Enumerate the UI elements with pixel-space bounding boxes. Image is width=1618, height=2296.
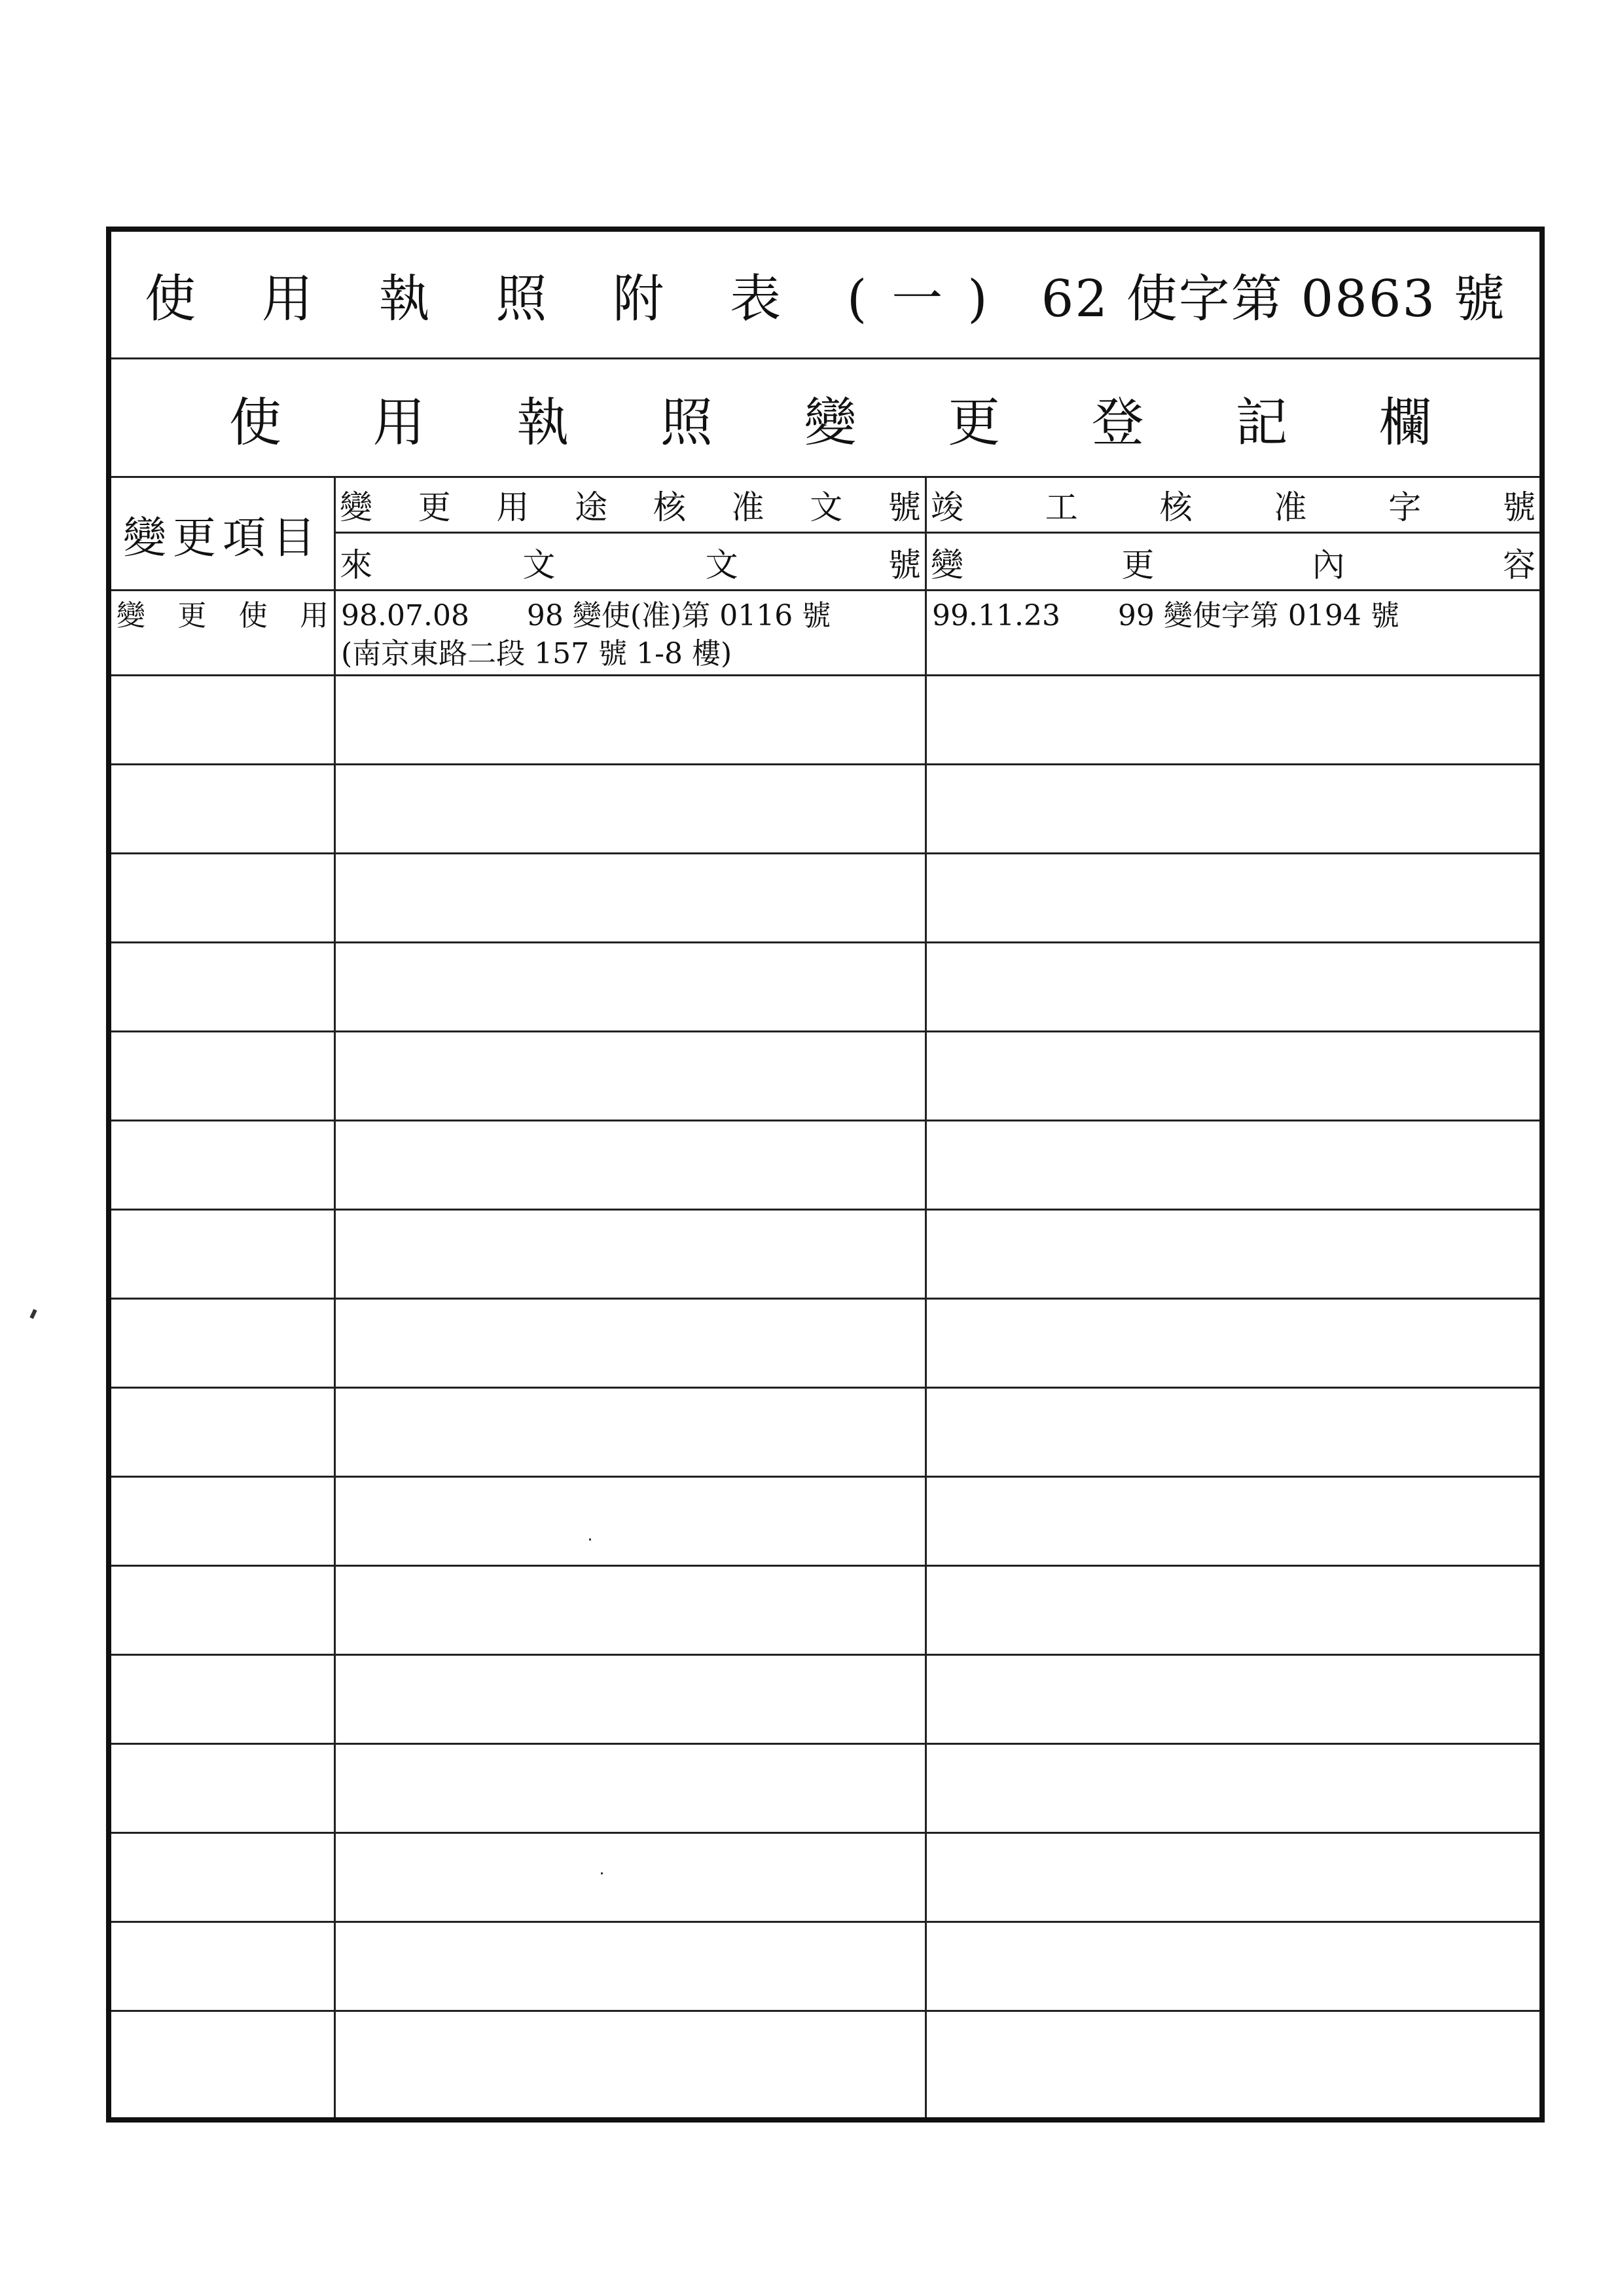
row-line xyxy=(111,1387,1539,1389)
header-completion-number xyxy=(927,478,1539,532)
form-frame xyxy=(106,227,1545,2123)
row-line xyxy=(111,1654,1539,1656)
page-title xyxy=(145,258,1506,331)
header-mid-line xyxy=(336,532,1539,534)
row-item-char: 使 xyxy=(238,599,268,632)
section-title-char: 更 xyxy=(948,392,1001,453)
header-char: 用 xyxy=(496,488,530,526)
row-item xyxy=(117,597,329,635)
row-line xyxy=(111,1565,1539,1567)
register-table xyxy=(111,478,1539,2117)
header-char: 號 xyxy=(888,488,921,526)
header-char: 內 xyxy=(1312,546,1345,584)
row-line xyxy=(111,1298,1539,1300)
header-bottom-line xyxy=(111,589,1539,591)
header-char: 准 xyxy=(1274,488,1307,526)
header-incoming-document xyxy=(336,536,925,589)
scan-speck xyxy=(29,1309,37,1319)
scan-speck xyxy=(589,1539,591,1540)
row-approval-line2: (南京東路二段 157 號 1-8 樓) xyxy=(341,637,732,670)
header-char: 工 xyxy=(1045,488,1078,526)
header-char: 文 xyxy=(522,546,556,584)
header-char: 變 xyxy=(340,488,372,526)
section-title-char: 登 xyxy=(1091,392,1144,453)
header-char: 核 xyxy=(653,488,686,526)
certificate-number: 62 使字第 0863 號 xyxy=(1041,270,1506,329)
header-change-content xyxy=(927,536,1539,589)
header-char: 竣 xyxy=(931,488,963,526)
section-title-char: 欄 xyxy=(1379,392,1431,453)
row-line xyxy=(111,1743,1539,1745)
row-line xyxy=(111,1476,1539,1478)
header-char: 更 xyxy=(418,488,451,526)
header-char: 准 xyxy=(731,488,764,526)
row-approval-line1: 98.07.08 98 變使(准)第 0116 號 xyxy=(341,599,831,632)
row-item-char: 更 xyxy=(177,599,207,632)
row-line xyxy=(111,763,1539,765)
row-completion-number: 99.11.23 99 變使字第 0194 號 xyxy=(932,599,1399,632)
header-char: 字 xyxy=(1388,488,1422,526)
section-title-char: 用 xyxy=(372,392,425,453)
scan-speck xyxy=(601,1872,603,1874)
header-char: 文 xyxy=(810,488,843,526)
header-char: 號 xyxy=(888,546,921,584)
section-title-row xyxy=(111,359,1539,478)
row-line xyxy=(111,1030,1539,1032)
header-char: 文 xyxy=(705,546,738,584)
row-line xyxy=(111,1209,1539,1211)
row-approval xyxy=(336,593,925,677)
header-char: 更 xyxy=(1121,546,1155,584)
row-line xyxy=(111,674,1539,676)
row-line xyxy=(111,852,1539,854)
header-char: 變 xyxy=(931,546,963,584)
row-item-char: 變 xyxy=(117,599,145,632)
row-line xyxy=(111,941,1539,943)
form-name: 使 用 執 照 附 表 (一) xyxy=(145,270,1013,329)
section-title-char: 執 xyxy=(516,392,569,453)
header-char: 核 xyxy=(1159,488,1193,526)
title-row xyxy=(111,232,1539,359)
row-line xyxy=(111,1832,1539,1834)
row-completion xyxy=(927,593,1539,639)
header-change-item: 變更項目 xyxy=(123,512,322,563)
header-char: 來 xyxy=(340,546,372,584)
row-line xyxy=(111,2010,1539,2012)
section-title xyxy=(111,380,1539,456)
table-row xyxy=(111,593,334,639)
section-title-char: 記 xyxy=(1235,392,1288,453)
row-item-char: 用 xyxy=(299,599,329,632)
row-line xyxy=(111,1921,1539,1923)
row-line xyxy=(111,1120,1539,1121)
section-title-char: 變 xyxy=(804,392,857,453)
section-title-char: 使 xyxy=(229,392,281,453)
section-title-char: 照 xyxy=(660,392,713,453)
header-char: 號 xyxy=(1502,488,1536,526)
header-char: 容 xyxy=(1502,546,1536,584)
header-char: 途 xyxy=(575,488,608,526)
header-approval-number xyxy=(336,478,925,532)
